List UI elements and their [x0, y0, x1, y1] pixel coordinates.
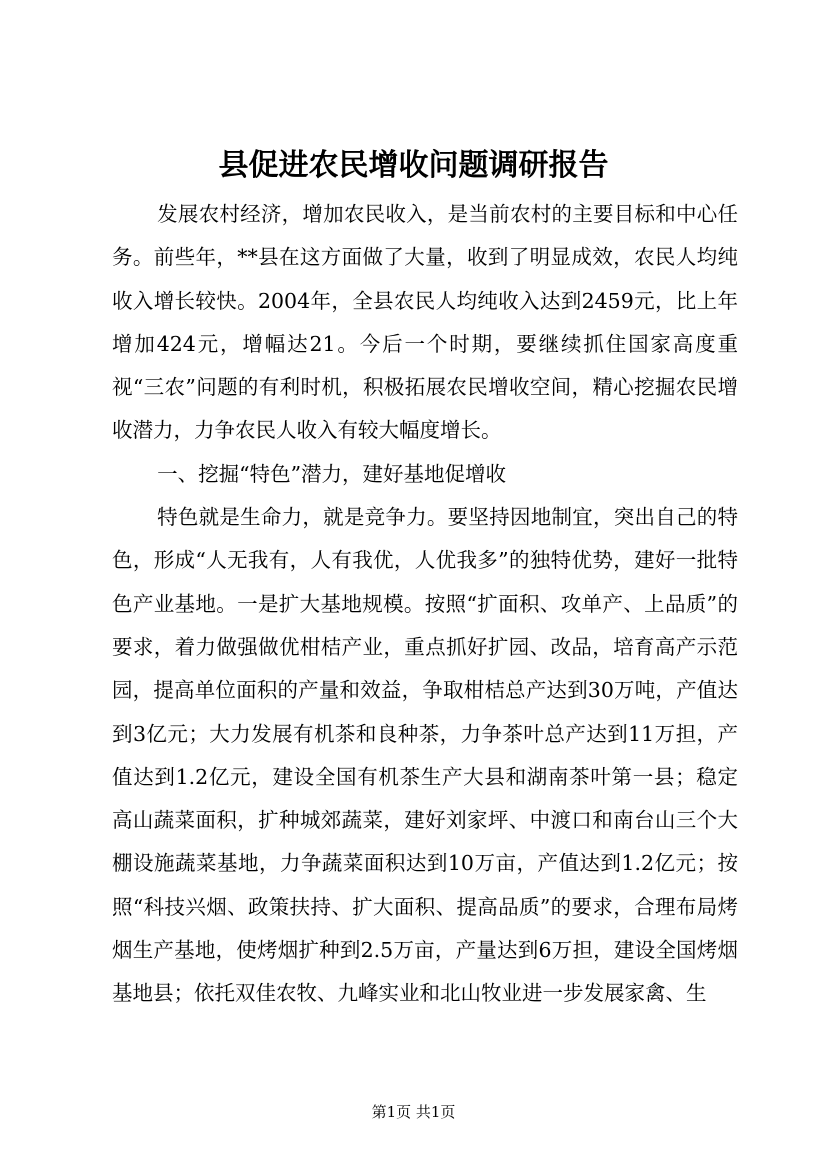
- paragraph-section-1: 特色就是生命力，就是竞争力。要坚持因地制宜，突出自己的特色，形成“人无我有，人有我优，人优我多”的独特优势，建好一批特色产业基地。一是扩大基地规模。按照“扩面积、攻单产、上品质”的要求，着力做强做优柑桔产业，重点抓好扩园、改品，培育高产示范园，提高单位面积的产量和效益，争取柑桔总产达到30万吨，产值达到3亿元；大力发展有机茶和良种茶，力争茶叶总产达到11万担，产值达到1.2亿元，建设全国有机茶生产大县和湖南茶叶第一县；稳定高山蔬菜面积，扩种城郊蔬菜，建好刘家坪、中渡口和南台山三个大棚设施蔬菜基地，力争蔬菜面积达到10万亩，产值达到1.2亿元；按照“科技兴烟、政策扶持、扩大面积、提高品质”的要求，合理布局烤烟生产基地，使烤烟扩种到2.5万亩，产量达到6万担，建设全国烤烟基地县；依托双佳农牧、九峰实业和北山牧业进一步发展家禽、生: [112, 505, 738, 1006]
- page-number: 第1页 共1页: [371, 1103, 456, 1121]
- document-body: [112, 193, 738, 1016]
- paragraph-intro: 发展农村经济，增加农民收入，是当前农村的主要目标和中心任务。前些年，**县在这方面做了大量，收到了明显成效，农民人均纯收入增长较快。2004年，全县农民人均纯收入达到2459元，比上年增加424元，增幅达21。今后一个时期，要继续抓住国家高度重视“三农”问题的有利时机，积极拓展农民增收空间，精心挖掘农民增收潜力，力争农民人收入有较大幅度增长。: [112, 202, 738, 443]
- document-title: 县促进农民增收问题调研报告: [218, 148, 609, 183]
- section-heading-1: 一、挖掘“特色”潜力，建好基地促增收: [157, 461, 507, 486]
